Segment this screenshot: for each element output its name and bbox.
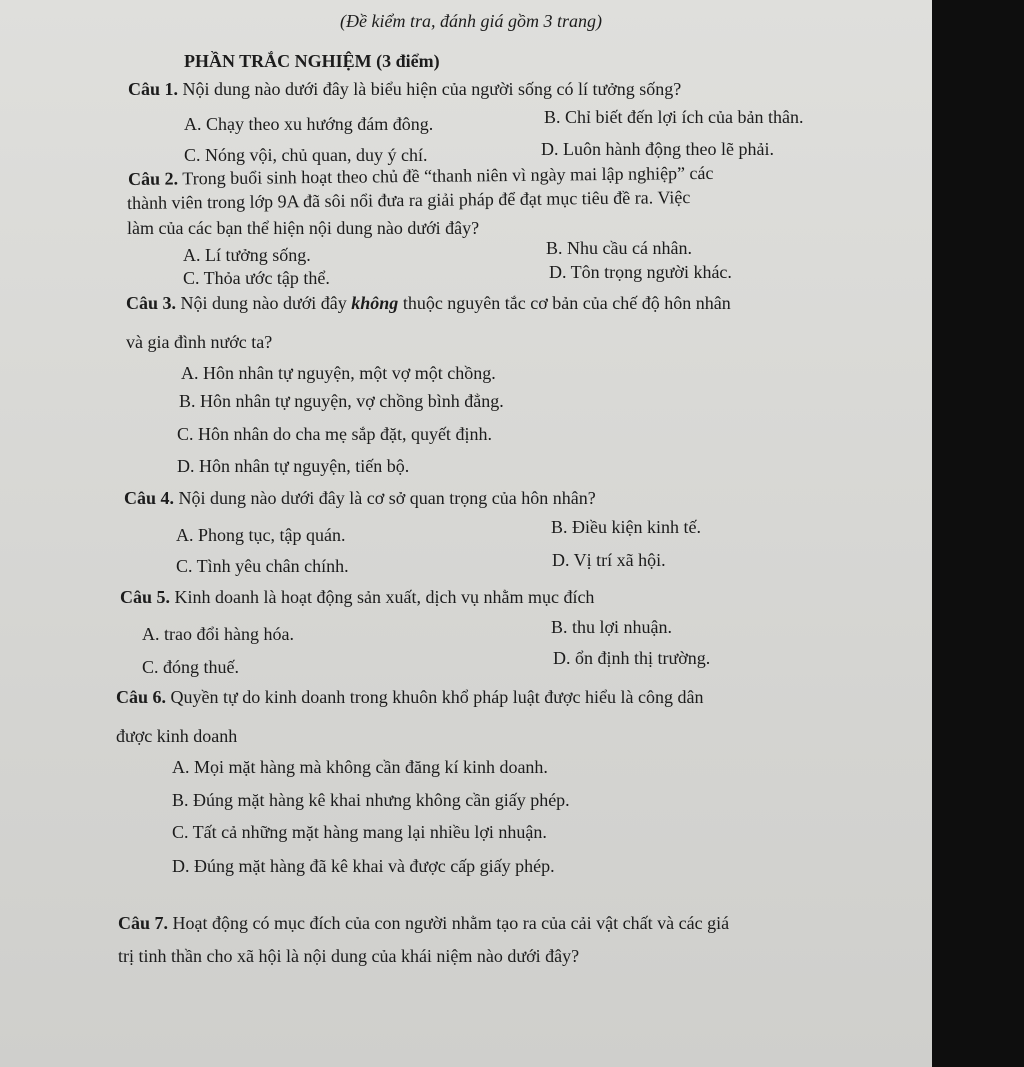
dark-background-edge [932,0,1024,1067]
option-4d: D. Vị trí xã hội. [552,550,666,570]
option-5d: D. ổn định thị trường. [553,648,711,668]
option-2c: C. Thỏa ước tập thể. [183,268,330,288]
question-2-line-2: thành viên trong lớp 9A đã sôi nổi đưa ra giải pháp để đạt mục tiêu đề ra. Việc [126,187,691,213]
option-6c: C. Tất cả những mặt hàng mang lại nhiều lợi nhuận. [172,822,547,842]
option-6d: D. Đúng mặt hàng đã kê khai và được cấp giấy phép. [172,856,555,876]
option-1d: D. Luôn hành động theo lẽ phải. [541,139,774,159]
question-3-line-2: và gia đình nước ta? [126,332,273,352]
option-5b: B. thu lợi nhuận. [551,617,673,637]
question-text: Trong buổi sinh hoạt theo chủ đề “thanh niên vì ngày mai lập nghiệp” các [178,162,714,189]
option-1a: A. Chạy theo xu hướng đám đông. [184,114,434,134]
question-text: Nội dung nào dưới đây [176,293,352,313]
option-4b: B. Điều kiện kinh tế. [551,517,701,537]
option-6a: A. Mọi mặt hàng mà không cần đăng kí kinh doanh. [172,757,548,777]
question-label: Câu 7. [118,913,169,933]
question-1 [128,80,681,98]
option-1b: B. Chỉ biết đến lợi ích của bản thân. [544,107,804,127]
question-label: Câu 2. [127,168,179,189]
option-3b: B. Hôn nhân tự nguyện, vợ chồng bình đẳng. [179,391,504,411]
question-label: Câu 6. [116,687,167,707]
option-5c: C. đóng thuế. [142,657,239,677]
emphasis-word: không [351,293,399,313]
question-label: Câu 1. [128,79,179,99]
question-2-line-3: làm của các bạn thể hiện nội dung nào dưới đây? [127,218,480,238]
question-3 [126,294,731,312]
option-5a: A. trao đổi hàng hóa. [142,624,294,644]
option-4c: C. Tình yêu chân chính. [176,556,349,576]
question-6 [116,688,703,706]
question-text-cont: thuộc nguyên tắc cơ bản của chế độ hôn nhân [398,293,731,313]
page-count-note: (Đề kiểm tra, đánh giá gồm 3 trang) [340,11,602,31]
question-text: Quyền tự do kinh doanh trong khuôn khổ pháp luật được hiểu là công dân [166,687,704,707]
option-2d: D. Tôn trọng người khác. [549,262,732,282]
question-5 [120,588,594,606]
section-title: PHẦN TRẮC NGHIỆM (3 điểm) [184,51,440,71]
option-1c: C. Nóng vội, chủ quan, duy ý chí. [184,145,428,165]
question-2 [128,164,714,188]
question-6-line-2: được kinh doanh [116,726,238,746]
option-3a: A. Hôn nhân tự nguyện, một vợ một chồng. [181,363,496,383]
option-3d: D. Hôn nhân tự nguyện, tiến bộ. [177,456,410,476]
option-4a: A. Phong tục, tập quán. [176,525,346,545]
option-2b: B. Nhu cầu cá nhân. [546,238,692,258]
question-4 [124,489,596,507]
question-label: Câu 3. [126,293,177,313]
option-6b: B. Đúng mặt hàng kê khai nhưng không cần giấy phép. [172,790,570,810]
question-text: Nội dung nào dưới đây là biểu hiện của người sống có lí tưởng sống? [178,79,682,99]
question-text: Kinh doanh là hoạt động sản xuất, dịch vụ nhằm mục đích [170,587,595,607]
option-3c: C. Hôn nhân do cha mẹ sắp đặt, quyết định. [177,424,492,444]
question-text: Hoạt động có mục đích của con người nhằm tạo ra của cải vật chất và các giá [168,913,730,933]
question-text: Nội dung nào dưới đây là cơ sở quan trọng của hôn nhân? [174,488,596,508]
question-label: Câu 5. [120,587,171,607]
option-2a: A. Lí tưởng sống. [183,245,311,265]
question-7-line-2: trị tinh thần cho xã hội là nội dung của khái niệm nào dưới đây? [118,946,580,966]
question-label: Câu 4. [124,488,175,508]
question-7 [118,914,729,932]
